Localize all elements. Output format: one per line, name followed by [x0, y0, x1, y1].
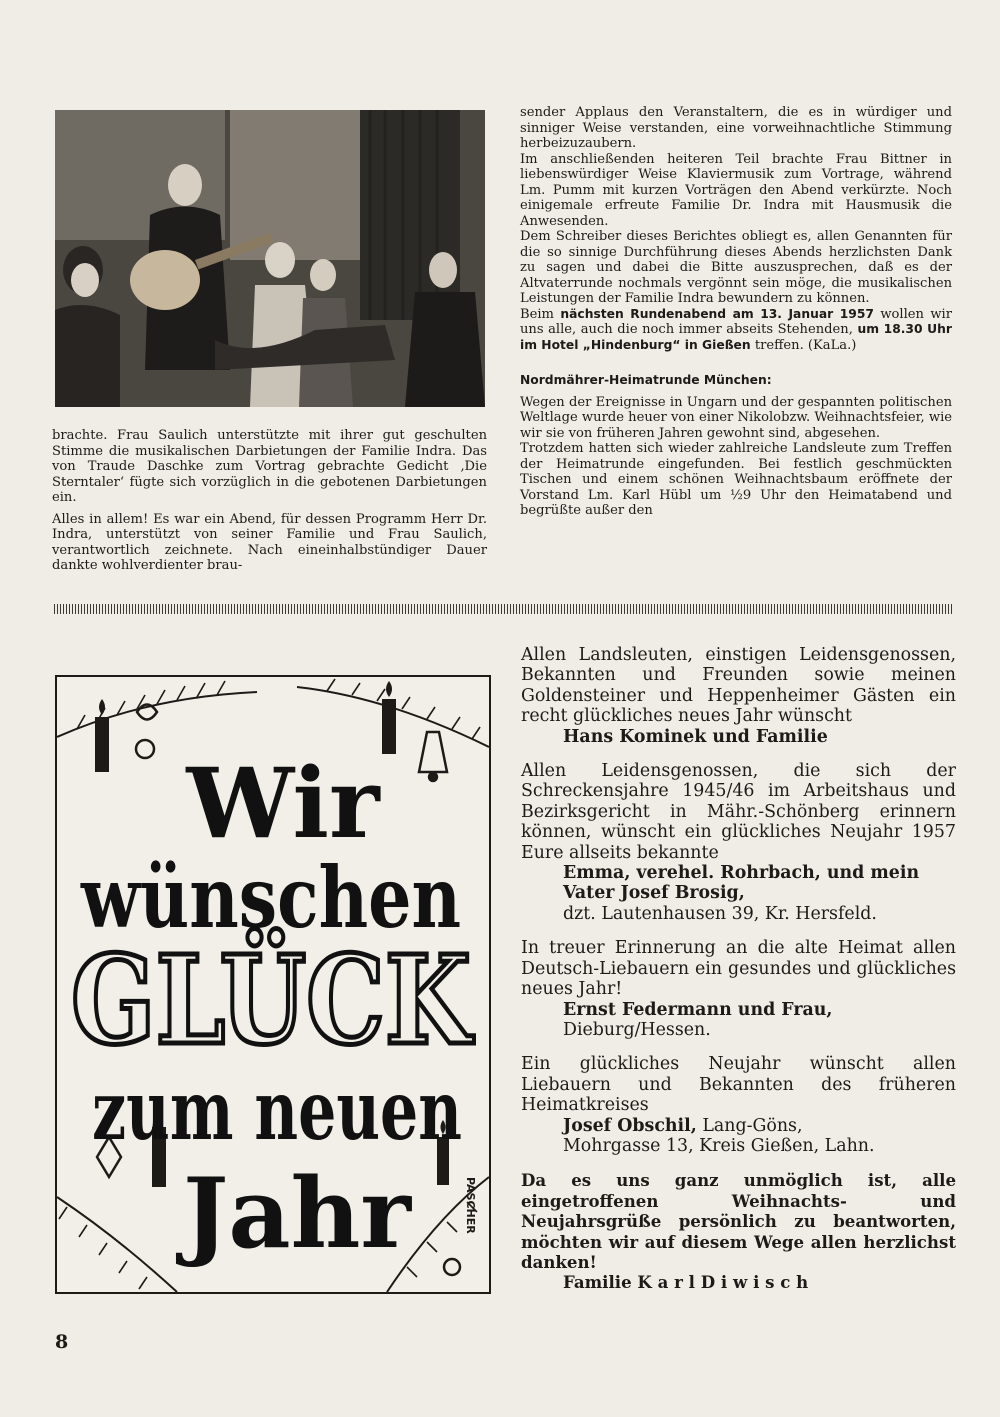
greeting-ad-5-signature: Familie K a r l D i w i s c h: [563, 1272, 809, 1293]
greeting-line-2: wünschen: [80, 848, 461, 947]
greeting-ad-3: [521, 938, 956, 1040]
left-column: [52, 428, 487, 574]
right-paragraph-2: Im anschließenden heiteren Teil brachte Frau Bittner in liebenswürdiger Weise Klaviermusik zum Vortrage, während Lm. Pumm mit kurzen Vorträgen den Abend verkürzte. Noch einigemale erfreute Familie Dr. Indra mit Hausmusik die Anwesenden.: [520, 151, 952, 229]
greeting-ad-5: [521, 1170, 956, 1292]
greeting-line-3: GLÜCK: [71, 928, 475, 1072]
page-number: 8: [55, 1331, 69, 1353]
new-year-greeting-card: [55, 675, 491, 1294]
left-paragraph-2: Alles in allem! Es war ein Abend, für dessen Programm Herr Dr. Indra, unterstützt von seiner Familie und Frau Saulich, verantwortlich zeichnete. Nach eineinhalbstündiger Dauer dankte wohlverdienter brau-: [52, 511, 487, 573]
greeting-ad-4: [521, 1054, 956, 1156]
greeting-line-1: Wir: [186, 747, 380, 860]
right-paragraph-3: Dem Schreiber dieses Berichtes obliegt es, allen Genannten für die so sinnige Durchführung dieses Abends herzlichsten Dank zu sagen und dabei die Bitte auszusprechen, daß es der Altvaterrunde nochmals vergönnt sein möge, die musikalischen Leistungen der Familie Indra bewundern zu können.: [520, 229, 952, 306]
greeting-ad-2-signature: Emma, verehel. Rohrbach, und mein Vater Josef Brosig,: [563, 863, 920, 904]
greeting-ad-4-place: Lang-Göns,: [702, 1115, 803, 1136]
greeting-ad-2-text: Allen Leidensgenossen, die sich der Schreckensjahre 1945/46 im Arbeitshaus und Bezirksgericht in Mähr.-Schönberg erinnern können, wünscht ein glückliches Neujahr 1957 Eure allseits bekannte: [521, 761, 956, 863]
greeting-lettering: [71, 747, 474, 1270]
greeting-ad-2-address: dzt. Lautenhausen 39, Kr. Hersfeld.: [563, 903, 877, 924]
left-paragraph-1: brachte. Frau Saulich unterstützte mit ihrer gut geschulten Stimme die musikalischen Darbietungen der Familie Indra. Das von Traude Daschke zum Vortrag gebrachte Gedicht ‚Die Sterntaler‘ fügte sich vorzüglich in die gebotenen Darbietungen ein.: [52, 428, 487, 505]
greeting-ad-4-signature-line: [521, 1116, 956, 1136]
greeting-ad-3-signature: Ernst Federmann und Frau,: [563, 999, 833, 1020]
right-paragraph-5: Wegen der Ereignisse in Ungarn und der gespannten politischen Weltlage wurde heuer von einer Nikolobzw. Weihnachtsfeier, wie wir sie von früheren Jahren gewohnt sind, abgesehen.: [520, 394, 952, 441]
section-divider: [54, 604, 953, 614]
greeting-ad-3-address: Dieburg/Hessen.: [563, 1019, 711, 1040]
section-heading: Nordmährer-Heimatrunde München:: [520, 373, 772, 387]
greeting-line-5: Jahr: [183, 1157, 411, 1270]
greeting-ad-2: [521, 761, 956, 924]
meeting-closing: treffen. (KaLa.): [754, 337, 857, 353]
greeting-ad-5-text: Da es uns ganz unmöglich ist, alle eingetroffenen Weihnachts- und Neujahrsgrüße persönlich zu beantworten, möchten wir auf diesem Wege allen herzlichst danken!: [521, 1170, 956, 1272]
greeting-artwork: [57, 677, 489, 1292]
artist-signature: PASCHER: [464, 1177, 477, 1234]
right-paragraph-4: [520, 307, 952, 354]
meeting-invite: wollen wir uns alle, auch die noch immer abseits Stehenden,: [520, 306, 952, 337]
right-paragraph-6: Trotzdem hatten sich wieder zahlreiche Landsleute zum Treffen der Heimatrunde eingefunden. Bei festlich geschmückten Tischen und einem schönen Weihnachtsbaum eröffnete der Vorstand Lm. Karl Hübl um ½9 Uhr den Heimatabend und begrüßte außer den: [520, 441, 952, 518]
meeting-date: nächsten Rundenabend am 13. Januar 1957: [560, 306, 874, 321]
greeting-ad-3-text: In treuer Erinnerung an die alte Heimat allen Deutsch-Liebauern ein gesundes und glückliches neues Jahr!: [521, 938, 956, 1000]
greeting-ad-1-signature: Hans Kominek und Familie: [563, 726, 828, 747]
meeting-intro: Beim: [520, 306, 554, 322]
meeting-location: um 18.30 Uhr im Hotel „Hindenburg“ in Gießen: [520, 322, 952, 352]
right-column: [520, 105, 952, 519]
right-paragraph-1: sender Applaus den Veranstaltern, die es in würdiger und sinniger Weise verstanden, eine vorweihnachtliche Stimmung herbeizuzaubern.: [520, 105, 952, 151]
greeting-ad-1-text: Allen Landsleuten, einstigen Leidensgenossen, Bekannten und Freunden sowie meinen Goldensteiner und Heppenheimer Gästen ein recht glückliches neues Jahr wünscht: [521, 645, 956, 727]
greeting-ad-4-text: Ein glückliches Neujahr wünscht allen Liebauern und Bekannten des früheren Heimatkreises: [521, 1054, 956, 1116]
photo-illustration: [55, 110, 485, 407]
greetings-column: [521, 645, 956, 1307]
music-family-photo: [55, 110, 485, 407]
greeting-ad-4-address: Mohrgasse 13, Kreis Gießen, Lahn.: [563, 1135, 875, 1156]
greeting-line-4: zum neuen: [92, 1063, 462, 1159]
greeting-ad-1: [521, 645, 956, 747]
greeting-ad-4-signature: Josef Obschil,: [563, 1115, 697, 1136]
